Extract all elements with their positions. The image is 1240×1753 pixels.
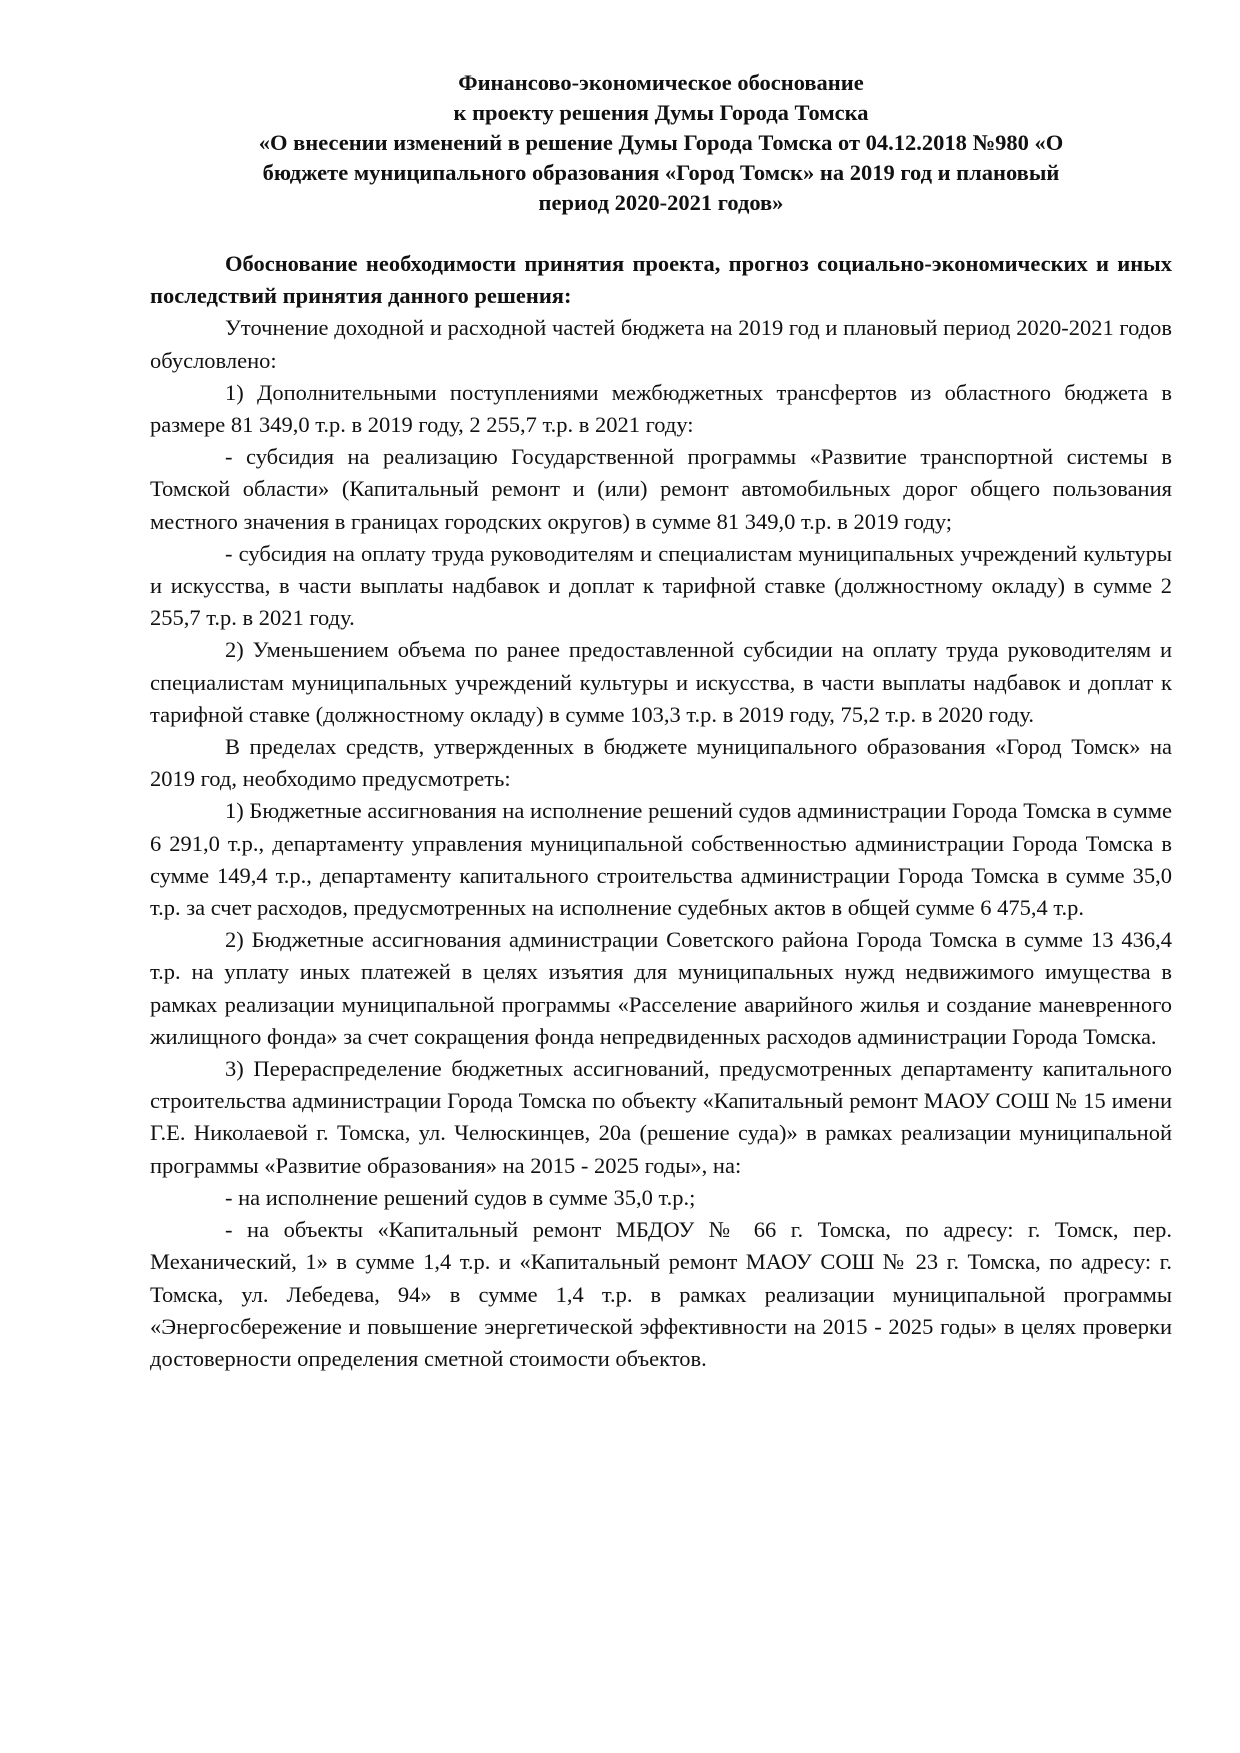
- title-line: Финансово-экономическое обоснование: [458, 70, 864, 95]
- paragraph: - на объекты «Капитальный ремонт МБДОУ № 66 г. Томска, по адресу: г. Томск, пер. Механический, 1» в сумме 1,4 т.р. и «Капитальный ремонт МАОУ СОШ № 23 г. Томска, по адресу: г. Томска, ул. Лебедева, 94» в сумме 1,4 т.р. в рамках реализации муниципальной программы «Энергосбережение и повышение энергетической эффективности на 2015 - 2025 годы» в целях проверки достоверности определения сметной стоимости объектов.: [150, 1217, 1172, 1371]
- paragraph: - субсидия на оплату труда руководителям и специалистам муниципальных учреждений культуры и искусства, в части выплаты надбавок и доплат к тарифной ставке (должностному окладу) в сумме 2 255,7 т.р. в 2021 году.: [150, 540, 1172, 631]
- document-page: [150, 68, 1172, 1375]
- title-line: к проекту решения Думы Города Томска: [453, 100, 869, 125]
- paragraph: - на исполнение решений судов в сумме 35,0 т.р.;: [225, 1184, 696, 1210]
- section-heading: Обоснование необходимости принятия проекта, прогноз социально-экономических и иных последствий принятия данного решения:: [150, 251, 1172, 309]
- title-line: «О внесении изменений в решение Думы Города Томска от 04.12.2018 №980 «О: [258, 130, 1064, 155]
- paragraph: Уточнение доходной и расходной частей бюджета на 2019 год и плановый период 2020-2021 годов обусловлено:: [150, 315, 1172, 373]
- document-body: [150, 248, 1172, 1375]
- paragraph: В пределах средств, утвержденных в бюджете муниципального образования «Город Томск» на 2019 год, необходимо предусмотреть:: [150, 734, 1172, 792]
- paragraph: 1) Бюджетные ассигнования на исполнение решений судов администрации Города Томска в сумме 6 291,0 т.р., департаменту управления муниципальной собственностью администрации Города Томска в сумме 149,4 т.р., департаменту капитального строительства администрации Города Томска в сумме 35,0 т.р. за счет расходов, предусмотренных на исполнение судебных актов в общей сумме 6 475,4 т.р.: [150, 798, 1172, 921]
- title-line: период 2020-2021 годов»: [538, 190, 784, 215]
- document-title: [150, 68, 1172, 218]
- paragraph: 3) Перераспределение бюджетных ассигнований, предусмотренных департаменту капитального строительства администрации Города Томска по объекту «Капитальный ремонт МАОУ СОШ № 15 имени Г.Е. Николаевой г. Томска, ул. Челюскинцев, 20а (решение суда)» в рамках реализации муниципальной программы «Развитие образования» на 2015 - 2025 годы», на:: [150, 1056, 1172, 1178]
- paragraph: 2) Уменьшением объема по ранее предоставленной субсидии на оплату труда руководителям и специалистам муниципальных учреждений культуры и искусства, в части выплаты надбавок и доплат к тарифной ставке (должностному окладу) в сумме 103,3 т.р. в 2019 году, 75,2 т.р. в 2020 году.: [150, 637, 1172, 727]
- paragraph: - субсидия на реализацию Государственной программы «Развитие транспортной системы в Томской области» (Капитальный ремонт и (или) ремонт автомобильных дорог общего пользования местного значения в границах городских округов) в сумме 81 349,0 т.р. в 2019 году;: [150, 444, 1172, 534]
- title-line: бюджете муниципального образования «Город Томск» на 2019 год и плановый: [262, 160, 1060, 185]
- paragraph: 2) Бюджетные ассигнования администрации Советского района Города Томска в сумме 13 436,4 т.р. на уплату иных платежей в целях изъятия для муниципальных нужд недвижимого имущества в рамках реализации муниципальной программы «Расселение аварийного жилья и создание маневренного жилищного фонда» за счет сокращения фонда непредвиденных расходов администрации Города Томска.: [150, 927, 1172, 1049]
- paragraph: 1) Дополнительными поступлениями межбюджетных трансфертов из областного бюджета в размере 81 349,0 т.р. в 2019 году, 2 255,7 т.р. в 2021 году:: [150, 379, 1172, 438]
